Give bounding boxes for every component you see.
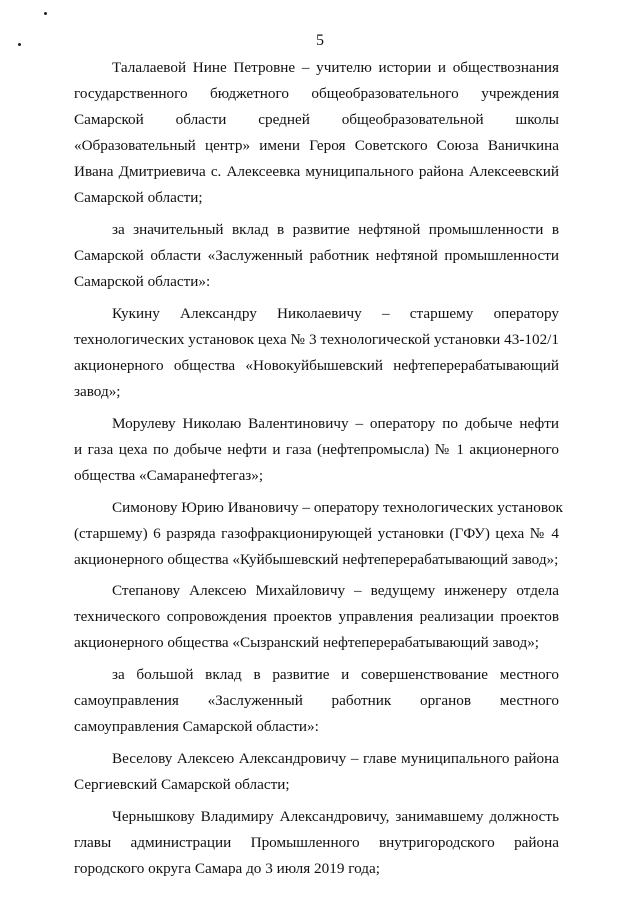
text-line: за значительный вклад в развитие нефтяной промышленности в: [112, 221, 559, 239]
text-line: акционерного общества «Новокуйбышевский нефтеперерабатывающий: [74, 357, 559, 375]
text-line: Самарской области»:: [74, 273, 211, 291]
paragraph: [74, 578, 559, 656]
text-line: государственного бюджетного общеобразовательного учреждения: [74, 85, 559, 103]
paragraph: [74, 217, 559, 295]
scan-speck-top: [44, 12, 47, 15]
text-line: общества «Самаранефтегаз»;: [74, 466, 264, 484]
page-number: 5: [316, 32, 324, 49]
text-line: (старшему) 6 разряда газофракционирующей установки (ГФУ) цеха № 4: [74, 524, 559, 542]
text-line: завод»;: [74, 383, 121, 401]
text-line: Кукину Александру Николаевичу – старшему оператору: [112, 304, 559, 322]
paragraph: [74, 804, 559, 882]
text-line: Сергиевский Самарской области;: [74, 775, 290, 793]
paragraph: [74, 495, 563, 573]
paragraph: [74, 662, 559, 740]
text-line: самоуправления Самарской области»:: [74, 718, 319, 736]
text-line: Самарской области «Заслуженный работник нефтяной промышленности: [74, 247, 559, 265]
text-line: Ивана Дмитриевича с. Алексеевка муниципального района Алексеевский: [74, 163, 559, 181]
text-line: Самарской области;: [74, 189, 203, 207]
text-line: Самарской области средней общеобразовательной школы: [74, 111, 559, 129]
text-line: Чернышкову Владимиру Александровичу, занимавшему должность: [112, 807, 559, 825]
text-line: технологических установок цеха № 3 технологической установки 43-102/1: [74, 330, 559, 348]
text-line: Симонову Юрию Ивановичу – оператору технологических установок: [112, 498, 563, 516]
text-line: акционерного общества «Куйбышевский нефтеперерабатывающий завод»;: [74, 550, 559, 568]
text-line: городского округа Самара до 3 июля 2019 года;: [74, 859, 380, 877]
text-line: главы администрации Промышленного внутригородского района: [74, 833, 559, 851]
paragraph: [74, 746, 559, 798]
text-line: и газа цеха по добыче нефти и газа (нефтепромысла) № 1 акционерного: [74, 440, 559, 458]
text-line: самоуправления «Заслуженный работник органов местного: [74, 692, 559, 710]
text-line: технического сопровождения проектов управления реализации проектов: [74, 608, 559, 626]
paragraph: [74, 301, 559, 405]
text-line: Степанову Алексею Михайловичу – ведущему инженеру отдела: [112, 582, 559, 600]
paragraph: [74, 55, 559, 212]
text-line: акционерного общества «Сызранский нефтеперерабатывающий завод»;: [74, 634, 540, 652]
text-line: Морулеву Николаю Валентиновичу – оператору по добыче нефти: [112, 414, 559, 432]
document-body: [74, 55, 563, 882]
text-line: «Образовательный центр» имени Героя Советского Союза Ваничкина: [74, 137, 559, 155]
text-line: за большой вклад в развитие и совершенствование местного: [112, 666, 559, 684]
paragraph: [74, 411, 559, 489]
text-line: Талалаевой Нине Петровне – учителю истории и обществознания: [112, 59, 559, 76]
text-line: Веселову Алексею Александровичу – главе муниципального района: [112, 749, 559, 767]
